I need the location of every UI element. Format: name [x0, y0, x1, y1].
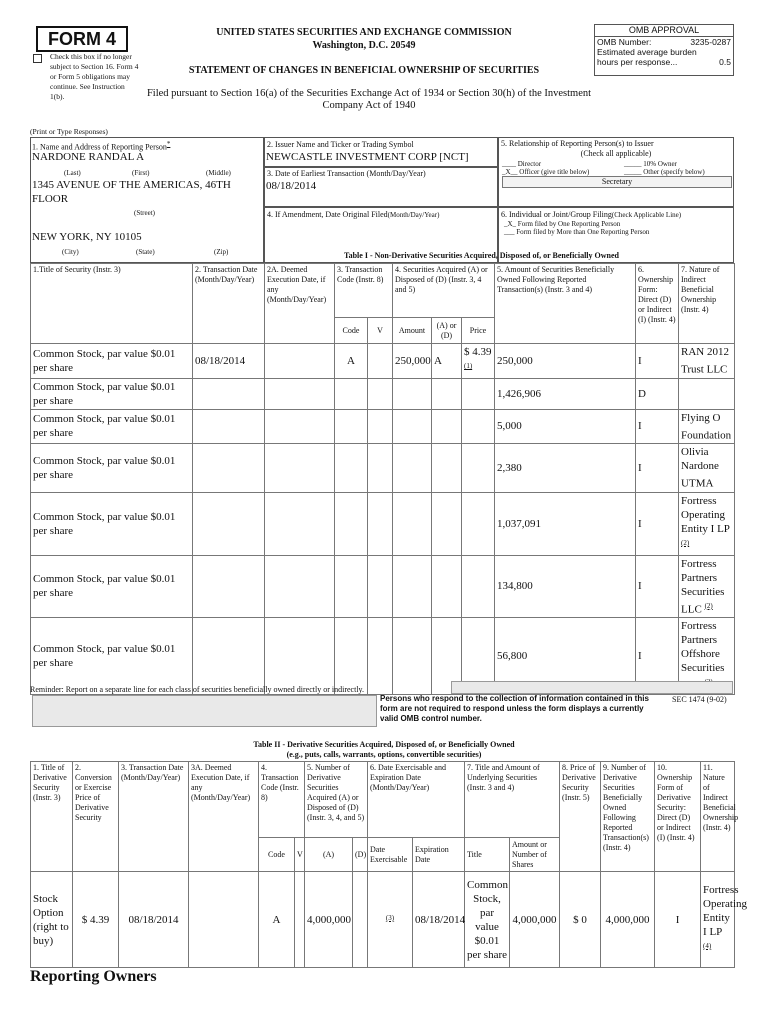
omb-number-value: 3235-0287	[690, 37, 731, 47]
table1-row	[31, 344, 735, 379]
t1-amount: 250,000	[393, 344, 432, 379]
issuer-name: NEWCASTLE INVESTMENT CORP [NCT]	[266, 151, 469, 163]
t1-title: Common Stock, par value $0.01 per share	[31, 344, 193, 379]
table1-row	[31, 444, 735, 493]
t1-h-nature: 7. Nature of Indirect Beneficial Ownership (Instr. 4)	[679, 264, 735, 344]
t2-h-exp: Expiration Date	[413, 838, 465, 872]
t1-form: I	[636, 555, 679, 618]
t1-deemed	[265, 409, 335, 444]
zip-label: (Zip)	[214, 248, 229, 256]
t2-h-conversion: 2. Conversion or Exercise Price of Derivative Security	[73, 762, 119, 872]
t1-date: 08/18/2014	[193, 344, 265, 379]
t2-a: 4,000,000	[305, 872, 353, 968]
t1-owned: 1,426,906	[495, 378, 636, 409]
t2-code: A	[259, 872, 295, 968]
amendment-label: 4. If Amendment, Date Original Filed(Month/Day/Year)	[267, 210, 440, 219]
filing-label: 6. Individual or Joint/Group Filing(Check Applicable Line)	[501, 210, 682, 219]
t1-v	[368, 378, 393, 409]
t1-deemed	[265, 444, 335, 493]
state-label: (State)	[136, 248, 155, 256]
t1-date	[193, 492, 265, 555]
t1-h-code: 3. Transaction Code (Instr. 8)	[335, 264, 393, 318]
t1-owned: 2,380	[495, 444, 636, 493]
omb-burden-label: Estimated average burden	[597, 47, 697, 57]
t2-h-number: 5. Number of Derivative Securities Acquired (A) or Disposed of (D) (Instr. 3, 4, and 5)	[305, 762, 368, 838]
t1-price	[462, 378, 495, 409]
t2-h-title: 1. Title of Derivative Security (Instr. 3)	[31, 762, 73, 872]
t1-ad	[432, 444, 462, 493]
checkbox-text: Check this box if no longer subject to Section 16. Form 4 or Form 5 obligations may continue. See Instruction 1(b).	[50, 52, 139, 101]
t2-deemed	[189, 872, 259, 968]
t1-ad	[432, 409, 462, 444]
t1-v	[368, 492, 393, 555]
t2-h-date: 3. Transaction Date (Month/Day/Year)	[119, 762, 189, 872]
t2-d-price: $ 0	[560, 872, 601, 968]
t1-owned: 5,000	[495, 409, 636, 444]
t2-h-d: (D)	[353, 838, 368, 872]
t1-deemed	[265, 344, 335, 379]
t1-h-price: Price	[462, 318, 495, 344]
t1-v	[368, 409, 393, 444]
t2-v	[295, 872, 305, 968]
t1-code	[335, 618, 368, 695]
reporting-person-label: 1. Name and Address of Reporting Person*	[32, 140, 171, 152]
omb-approval-box	[594, 24, 734, 76]
t2-h-utitle: Title	[465, 838, 510, 872]
reminder-field-right	[451, 681, 733, 694]
t2-h-a: (A)	[305, 838, 353, 872]
first-label: (First)	[132, 169, 150, 177]
t1-date	[193, 618, 265, 695]
t1-owned: 56,800	[495, 618, 636, 695]
t1-date	[193, 409, 265, 444]
t1-amount	[393, 618, 432, 695]
t1-form: I	[636, 344, 679, 379]
reminder-field-left	[32, 695, 377, 727]
t1-price	[462, 409, 495, 444]
t2-d	[353, 872, 368, 968]
form-sheet	[24, 22, 746, 1018]
t2-h-exercisable: 6. Date Exercisable and Expiration Date (Month/Day/Year)	[368, 762, 465, 838]
table1-row	[31, 378, 735, 409]
earliest-date-value: 08/18/2014	[266, 180, 317, 192]
relationship-label: 5. Relationship of Reporting Person(s) to Issuer	[501, 139, 654, 148]
t1-amount	[393, 409, 432, 444]
t2-h-deemed: 3A. Deemed Execution Date, if any (Month/Day/Year)	[189, 762, 259, 872]
statement-title: STATEMENT OF CHANGES IN BENEFICIAL OWNERSHIP OF SECURITIES	[188, 65, 540, 76]
t1-form: I	[636, 409, 679, 444]
t2-price: $ 4.39	[73, 872, 119, 968]
t1-form: I	[636, 444, 679, 493]
t1-ad	[432, 492, 462, 555]
t2-u-amount: 4,000,000	[510, 872, 560, 968]
t1-nature: Fortress Operating Entity I LP $^{(2)}$	[679, 492, 735, 555]
t1-amount	[393, 444, 432, 493]
t2-nature: Fortress Operating Entity I LP $^{(4)}$	[701, 872, 735, 968]
table1-row	[31, 555, 735, 618]
t1-owned: 134,800	[495, 555, 636, 618]
t1-deemed	[265, 378, 335, 409]
table1	[30, 263, 735, 695]
t1-ad	[432, 378, 462, 409]
city-label: (City)	[62, 248, 79, 256]
t1-title: Common Stock, par value $0.01 per share	[31, 492, 193, 555]
table2-title: Table II - Derivative Securities Acquired, Disposed of, or Beneficially Owned	[253, 740, 515, 749]
t1-v	[368, 344, 393, 379]
t2-h-nature: 11. Nature of Indirect Beneficial Ownership (Instr. 4)	[701, 762, 735, 872]
t1-date	[193, 444, 265, 493]
t1-title: Common Stock, par value $0.01 per share	[31, 555, 193, 618]
reminder-text: Reminder: Report on a separate line for each class of securities beneficially owned directly or indirectly.	[30, 685, 365, 694]
t1-deemed	[265, 555, 335, 618]
t1-h-date: 2. Transaction Date (Month/Day/Year)	[193, 264, 265, 344]
t1-h-aord: (A) or (D)	[432, 318, 462, 344]
omb-number-label: OMB Number:	[597, 37, 652, 47]
print-note: (Print or Type Responses)	[30, 127, 108, 136]
t1-h-v: V	[368, 318, 393, 344]
sec-number: SEC 1474 (9-02)	[672, 695, 727, 704]
t1-nature: Flying O Foundation	[679, 409, 735, 444]
filed-pursuant: Filed pursuant to Section 16(a) of the Securities Exchange Act of 1934 or Section 30(h) of the Investment Company Act of 1940	[146, 88, 592, 111]
reporting-owners-heading: Reporting Owners	[30, 968, 157, 985]
t1-amount	[393, 492, 432, 555]
t2-h-owned: 9. Number of Derivative Securities Beneficially Owned Following Reported Transaction(s) (Instr. 4)	[601, 762, 655, 872]
t1-h-deemed: 2A. Deemed Execution Date, if any (Month/Day/Year)	[265, 264, 335, 344]
t1-title: Common Stock, par value $0.01 per share	[31, 444, 193, 493]
t2-title: Stock Option (right to buy)	[31, 872, 73, 968]
t2-u-title: Common Stock, par value $0.01 per share	[465, 872, 510, 968]
t1-code	[335, 444, 368, 493]
earliest-date-label: 3. Date of Earliest Transaction (Month/Day/Year)	[267, 169, 426, 178]
t1-nature: RAN 2012 Trust LLC	[679, 344, 735, 379]
director-option: ____ Director	[502, 160, 542, 168]
omb-hours-value: 0.5	[719, 57, 731, 67]
t2-date: 08/18/2014	[119, 872, 189, 968]
t2-form: I	[655, 872, 701, 968]
t2-h-date-ex: Date Exercisable	[368, 838, 413, 872]
t2-h-price: 8. Price of Derivative Security (Instr. 5)	[560, 762, 601, 872]
t1-v	[368, 555, 393, 618]
t1-price	[462, 444, 495, 493]
table1-row	[31, 409, 735, 444]
reporting-person-name: NARDONE RANDAL A	[32, 151, 145, 163]
t2-h-v: V	[295, 838, 305, 872]
t2-exp: 08/18/2014	[413, 872, 465, 968]
t2-owned: 4,000,000	[601, 872, 655, 968]
table1-row	[31, 492, 735, 555]
t1-h-acquired: 4. Securities Acquired (A) or Disposed of (D) (Instr. 3, 4 and 5)	[393, 264, 495, 318]
t1-v	[368, 444, 393, 493]
t1-form: I	[636, 618, 679, 695]
filing-more: ___ Form filed by More than One Reporting Person	[504, 228, 650, 236]
t1-price	[462, 492, 495, 555]
t2-h-underlying: 7. Title and Amount of Underlying Securities (Instr. 3 and 4)	[465, 762, 560, 838]
t2-h-form: 10. Ownership Form of Derivative Security: Direct (D) or Indirect (I) (Instr. 4)	[655, 762, 701, 872]
t1-form: I	[636, 492, 679, 555]
t1-nature: Fortress Partners Offshore Securities	[679, 618, 735, 695]
t1-title: Common Stock, par value $0.01 per share	[31, 409, 193, 444]
t1-date	[193, 555, 265, 618]
t1-title: Common Stock, par value $0.01 per share	[31, 618, 193, 695]
t2-h-uamount: Amount or Number of Shares	[510, 838, 560, 872]
ten-pct-option: _____ 10% Owner	[624, 160, 677, 168]
t1-code: A	[335, 344, 368, 379]
t2-date-ex: (3)	[368, 872, 413, 968]
t1-date	[193, 378, 265, 409]
t1-deemed	[265, 492, 335, 555]
t2-h-code: 4. Transaction Code (Instr. 8)	[259, 762, 305, 838]
agency-title: UNITED STATES SECURITIES AND EXCHANGE COMMISSION	[216, 27, 512, 38]
t1-amount	[393, 555, 432, 618]
t1-form: D	[636, 378, 679, 409]
t1-amount	[393, 378, 432, 409]
t1-nature: Olivia Nardone UTMA	[679, 444, 735, 493]
filing-one: _X_ Form filed by One Reporting Person	[504, 220, 621, 228]
t1-h-amount: Amount	[393, 318, 432, 344]
t1-v	[368, 618, 393, 695]
t1-h-code-sub: Code	[335, 318, 368, 344]
t1-ad: A	[432, 344, 462, 379]
agency-city: Washington, D.C. 20549	[312, 40, 416, 51]
relationship-sub: (Check all applicable)	[580, 149, 652, 158]
t1-owned: 250,000	[495, 344, 636, 379]
officer-option: _X__ Officer (give title below)	[502, 168, 590, 176]
t1-nature	[679, 378, 735, 409]
table2-row	[31, 872, 735, 968]
reporting-person-address: 1345 AVENUE OF THE AMERICAS, 46TH FLOOR	[32, 179, 231, 205]
t1-price	[462, 555, 495, 618]
t2-h-code-sub: Code	[259, 838, 295, 872]
officer-title: Secretary	[502, 176, 732, 188]
no-longer-subject-checkbox[interactable]	[33, 54, 42, 63]
reporting-person-city: NEW YORK, NY 10105	[32, 231, 142, 243]
last-label: (Last)	[64, 169, 81, 177]
t1-deemed	[265, 618, 335, 695]
table1-title: Table I - Non-Derivative Securities Acquired, Disposed of, or Beneficially Owned	[344, 251, 619, 260]
t1-h-title: 1.Title of Security (Instr. 3)	[31, 264, 193, 344]
t1-h-form: 6. Ownership Form: Direct (D) or Indirect (I) (Instr. 4)	[636, 264, 679, 344]
t1-ad	[432, 555, 462, 618]
t1-price: $ 4.39 $^{(1)}$	[462, 344, 495, 379]
middle-label: (Middle)	[206, 169, 231, 177]
t1-h-owned: 5. Amount of Securities Beneficially Owned Following Reported Transaction(s) (Instr. 3 and 4)	[495, 264, 636, 344]
t1-code	[335, 555, 368, 618]
form-label: FORM 4	[36, 26, 128, 52]
t1-code	[335, 378, 368, 409]
other-option: _____ Other (specify below)	[624, 168, 705, 176]
t1-title: Common Stock, par value $0.01 per share	[31, 378, 193, 409]
issuer-label: 2. Issuer Name and Ticker or Trading Symbol	[267, 140, 414, 149]
omb-title: OMB APPROVAL	[595, 25, 733, 37]
table2-subtitle: (e.g., puts, calls, warrants, options, convertible securities)	[286, 750, 482, 759]
persons-respond-text: Persons who respond to the collection of information contained in this form are not required to respond unless the form displays a currently valid OMB control number.	[380, 694, 649, 723]
t1-nature: Fortress Partners Securities LLC $^{(2)}$	[679, 555, 735, 618]
table2	[30, 761, 748, 968]
street-label: (Street)	[134, 209, 155, 217]
t1-code	[335, 492, 368, 555]
t1-code	[335, 409, 368, 444]
t1-owned: 1,037,091	[495, 492, 636, 555]
omb-hours-label: hours per response...	[597, 57, 678, 67]
